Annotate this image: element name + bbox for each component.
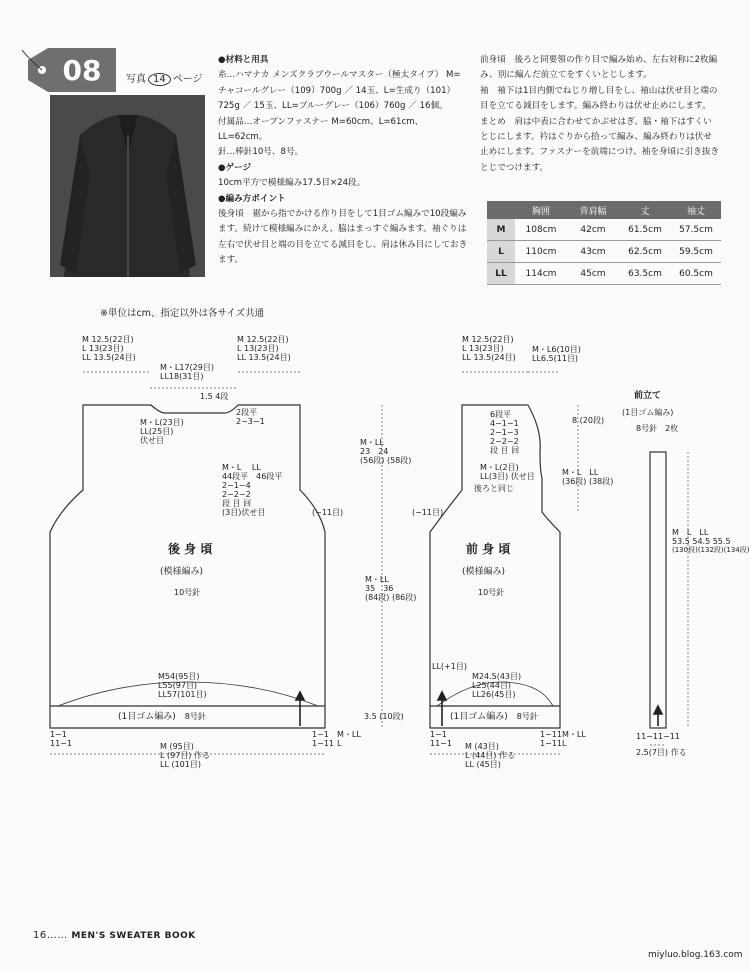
front-rib-label: (1目ゴム編み) 8号針 (450, 712, 538, 722)
front-shoulder-label: M 12.5(22目) L 13(23目) LL 13.5(24目) (462, 335, 516, 362)
materials-heading: ●材料と用具 (218, 55, 269, 65)
accessories-text: 付属品…オープンファスナー M=60cm、L=61cm、LL=62cm。 (218, 116, 424, 143)
back-hem-width: M54(95目) L55(97目) LL57(101目) (158, 672, 207, 699)
back-size-legend: M・LL L (337, 730, 361, 748)
front-right-edge-label: 1−11 1−11 (540, 730, 562, 748)
front-cast-on: M (43目) L (44目) 作る LL (45目) (465, 742, 515, 769)
back-rib-height: 3.5 (10段) (364, 712, 404, 721)
band-title: 前立て (634, 391, 662, 401)
gauge-text: 10cm平方で模様編み17.5目×24段。 (218, 178, 366, 189)
page-number: 16 (33, 930, 47, 941)
same-as-back-note: 後ろと同じ (474, 484, 514, 493)
band-stitch: (1目ゴム編み) (622, 408, 674, 417)
back-armhole-decrease: M・L LL 44段平 46段平 2−1−4 2−2−2 段 目 回 (3目)伏せ目 (222, 463, 283, 517)
back-instructions: 後身頃 裾から指でかける作り目をして1目ゴム編みで10段編みます。続けて模様編みにかえ、脇はまっすぐ編みます。袖ぐりは左右で伏せ目と端の目を立てる減目をし、肩は休み目にしておきます。 (218, 209, 468, 266)
front-neck-height: 8 (20段) (572, 416, 605, 425)
back-neck-height-label: 1.5 4段 (200, 392, 229, 401)
units-note: ※単位はcm、指定以外は各サイズ共通 (100, 308, 265, 319)
band-needle: 8号針 2枚 (636, 424, 679, 433)
points-heading: ●編み方ポイント (218, 193, 286, 204)
back-cast-on: M (95目) L (97目) 作る LL (101目) (160, 742, 210, 769)
front-left-edge-label: 1−1 11−1 (430, 730, 452, 748)
back-body-height: M・LL 35 36 (84段) (86段) (365, 575, 417, 602)
back-left-edge-label: 1−1 11−1 (50, 730, 72, 748)
band-pattern: 11−11−11 (636, 732, 680, 741)
back-rib-label: (1目ゴム編み) 8号針 (118, 712, 206, 722)
back-armhole-height: M・LL 23 24 (56段) (58段) (360, 438, 412, 465)
page-footer: 16…… MEN'S SWEATER BOOK (33, 930, 196, 941)
band-cast-on: 2.5(7目) 作る (636, 748, 687, 757)
back-title: 後 身 頃 (168, 542, 213, 556)
needles-text: 針…棒針10号、8号。 (218, 147, 304, 158)
front-neck-bindoff: M・L(2目) LL(3目) 伏せ目 (480, 463, 535, 481)
sleeve-instructions: 袖 袖下は1目内側でねじり増し目をし、袖山は伏せ目と端の目を立てる減目をします。編み終わりは伏せ止めにします。 (480, 85, 718, 112)
front-needle: 10号針 (478, 588, 505, 597)
watermark-site: miyluo.blog.163.com (648, 950, 743, 960)
tag-number: 08 (62, 54, 102, 87)
front-side-decrease: (−11目) (412, 508, 444, 517)
back-right-edge-label: 1−1 1−11 (312, 730, 334, 748)
table-row: M 108cm 42cm 61.5cm 57.5cm (487, 219, 721, 241)
back-neck-width-label: M・L17(29目) LL18(31目) (160, 363, 214, 381)
front-hem-width: M24.5(43目) L25(44目) LL26(45目) (472, 672, 522, 699)
yarn-text: 糸…ハマナカ メンズクラブウールマスター（極太タイプ） M=チャコールグレー（109）700g ／ 14玉、L=生成り（101）725g ／ 15玉、LL=ブルーグレー（106）760g ／ 16個。 (218, 70, 461, 112)
front-neck-width-label: M・L6(10目) LL6.5(11目) (532, 345, 581, 363)
finishing-instructions: まとめ 肩は中表に合わせてかぶせはぎ、脇・袖下はすくいとじにします。衿はぐりから拾って編み、編み終わりは伏せ止めにします。ファスナーを前端につけ、袖を身頃に引き抜きとじでつけます。 (480, 116, 720, 173)
back-side-decrease: (−11目) (312, 508, 344, 517)
back-stitch: (模様編み) (160, 567, 204, 577)
gauge-heading: ●ゲージ (218, 162, 252, 173)
back-neck-shaping: 2段平 2−3−1 (236, 408, 265, 426)
front-stitch: (模様編み) (462, 567, 506, 577)
band-length-label: M L LL 53.5 54.5 55.5 (130段)(132段)(134段) (672, 528, 750, 554)
photo-reference: 写真 14 ページ (126, 74, 203, 85)
front-size-legend: M・LL L (562, 730, 586, 748)
back-needle: 10号針 (174, 588, 201, 597)
table-row: L 110cm 43cm 62.5cm 59.5cm (487, 241, 721, 263)
table-row: LL 114cm 45cm 63.5cm 60.5cm (487, 263, 721, 285)
front-title: 前 身 頃 (466, 542, 511, 556)
front-neck-shaping: 6段平 4−1−1 2−1−3 2−2−2 段 目 回 (490, 410, 520, 455)
back-neck-bindoff: M・L(23目) LL(25目) 伏せ目 (140, 418, 184, 445)
front-armhole-height: M・L LL (36段) (38段) (562, 468, 614, 486)
front-instructions: 前身頃 後ろと同要領の作り目で編み始め、左右対称に2枚編み、別に編んだ前立てをすくいとじします。 (480, 55, 718, 81)
size-table-header: 胸囲 背肩幅 丈 袖丈 (487, 201, 721, 219)
front-increase: LL(+1目) (432, 662, 467, 671)
book-title: MEN'S SWEATER BOOK (71, 931, 196, 941)
back-shoulder-left-label: M 12.5(22目) L 13(23目) LL 13.5(24目) (82, 335, 136, 362)
back-shoulder-right-label: M 12.5(22目) L 13(23目) LL 13.5(24目) (237, 335, 291, 362)
